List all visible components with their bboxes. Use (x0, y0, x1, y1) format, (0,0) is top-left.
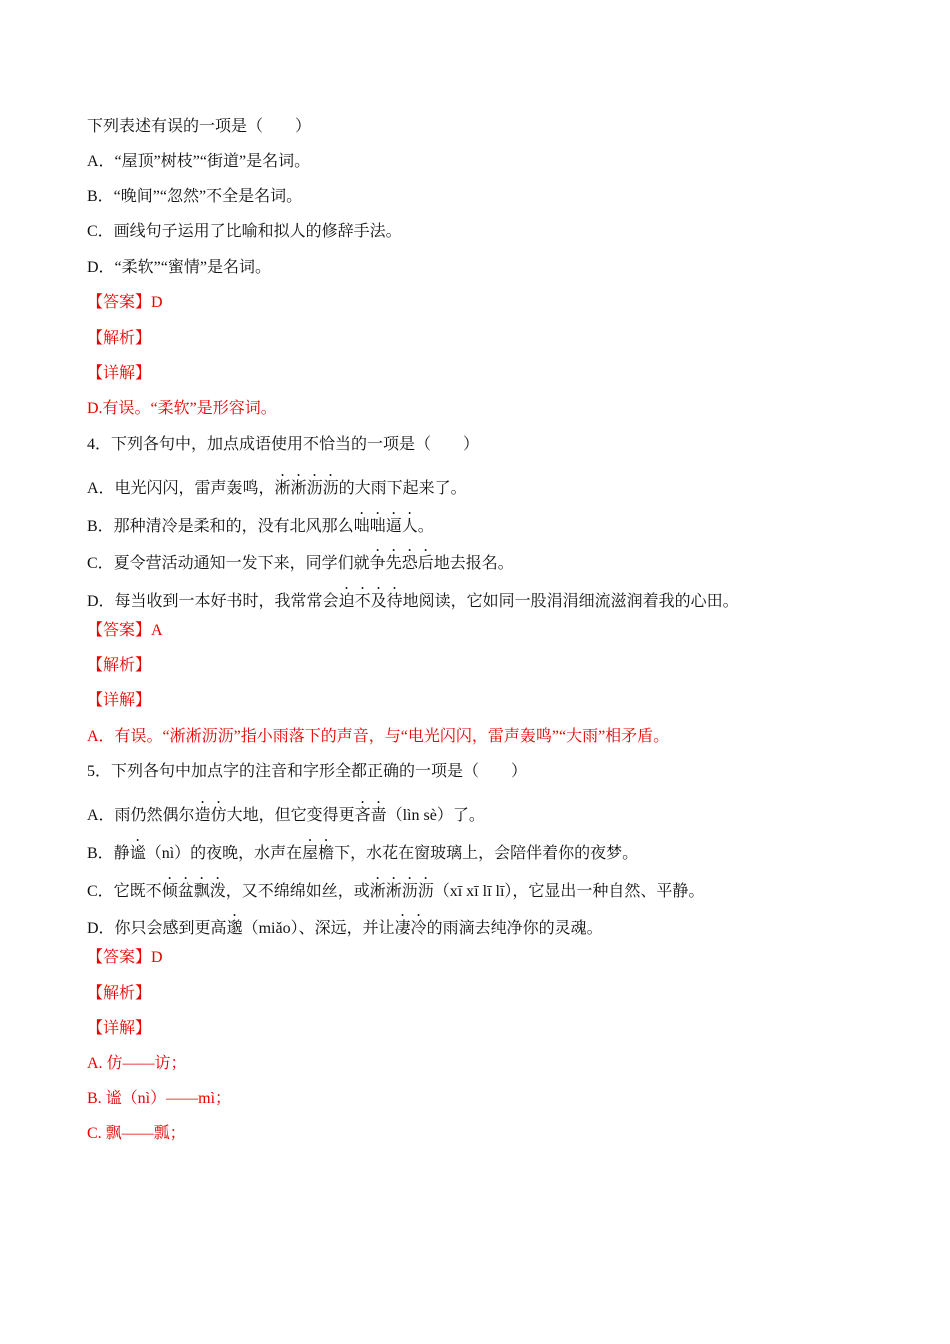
text-segment: B．静 (87, 845, 130, 862)
question-line (87, 117, 311, 137)
question-line (87, 911, 603, 939)
question-line (87, 798, 485, 826)
text-segment: A．雨仍然偶尔 (87, 807, 195, 824)
text-segment: 5．下列各句中加点字的注音和字形全都正确的一项是（ ） (87, 763, 528, 780)
text-segment: D．“柔软”“蜜情”是名词。 (87, 259, 271, 276)
answer-line (87, 1124, 186, 1144)
text-segment: A．电光闪闪，雷声轰鸣， (87, 480, 275, 497)
text-segment: B. 谧（nì）——mì； (87, 1090, 232, 1107)
text-segment: 的雨滴去纯净你的灵魂。 (426, 920, 603, 937)
text-segment: 【详解】 (87, 365, 152, 382)
text-segment: 下，水花在窗玻璃上，会陪伴着你的夜梦。 (334, 845, 639, 862)
text-segment: 地阅读，它如同一股涓涓细流滋润着我的心田。 (402, 593, 739, 610)
text-segment: （xī xī lī lī），它显出一种自然、平静。 (433, 883, 705, 900)
emphasized-text: 倾盆飘泼 (161, 883, 226, 900)
question-line (87, 222, 402, 242)
text-segment: A．有误。“淅淅沥沥”指小雨落下的声音，与“电光闪闪，雷声轰鸣”“大雨”相矛盾。 (87, 728, 670, 745)
emphasized-text: 争先恐后 (369, 555, 434, 572)
text-segment: D．每当收到一本好书时，我常常会 (87, 593, 339, 610)
answer-line (87, 621, 163, 641)
answer-line (87, 399, 277, 419)
text-segment: 【详解】 (87, 692, 152, 709)
answer-line (87, 364, 151, 384)
question-line (87, 258, 271, 278)
answer-line (87, 329, 151, 349)
question-line (87, 471, 467, 499)
question-line (87, 546, 514, 574)
question-line (87, 762, 527, 782)
text-segment: C. 飘——瓢； (87, 1125, 186, 1142)
text-segment: 【解析】 (87, 657, 152, 674)
answer-line (87, 948, 163, 968)
emphasized-text: 谧 (129, 845, 146, 862)
text-segment: 【答案】D (87, 294, 163, 311)
text-segment: （nì）的夜晚，水声在 (145, 845, 303, 862)
question-line (87, 584, 739, 612)
text-segment: 4．下列各句中，加点成语使用不恰当的一项是（ ） (87, 436, 480, 453)
question-line (87, 435, 479, 455)
text-segment: C．夏令营活动通知一发下来，同学们就 (87, 555, 370, 572)
emphasized-text: 造仿 (194, 807, 227, 824)
text-segment: 【解析】 (87, 985, 152, 1002)
answer-line (87, 691, 151, 711)
emphasized-text: 邈 (226, 920, 243, 937)
emphasized-text: 咄咄逼人 (353, 518, 418, 535)
answer-line (87, 727, 669, 747)
text-segment: （miǎo）、深远，并让 (242, 920, 395, 937)
question-line (87, 187, 302, 207)
text-segment: 地去报名。 (433, 555, 514, 572)
text-segment: 【答案】D (87, 949, 163, 966)
text-segment: 【解析】 (87, 330, 152, 347)
answer-line (87, 1054, 187, 1074)
text-segment: A. 仿——访； (87, 1055, 187, 1072)
answer-line (87, 1019, 151, 1039)
emphasized-text: 吝啬 (354, 807, 387, 824)
answer-line (87, 1089, 231, 1109)
text-segment: D.有误。“柔软”是形容词。 (87, 400, 277, 417)
text-segment: D．你只会感到更高 (87, 920, 227, 937)
text-segment: （lìn sè）了。 (386, 807, 485, 824)
emphasized-text: 淅淅沥沥 (369, 883, 434, 900)
question-line (87, 874, 704, 902)
text-segment: 。 (417, 518, 434, 535)
text-segment: A．“屋顶”树枝”“街道”是名词。 (87, 153, 311, 170)
answer-line (87, 293, 163, 313)
text-segment: C．画线句子运用了比喻和拟人的修辞手法。 (87, 223, 402, 240)
emphasized-text: 屋檐 (302, 845, 335, 862)
emphasized-text: 淅淅沥沥 (274, 480, 339, 497)
text-segment: 【详解】 (87, 1020, 152, 1037)
emphasized-text: 迫不及待 (338, 593, 403, 610)
answer-line (87, 656, 151, 676)
question-line (87, 152, 310, 172)
text-segment: B．“晚间”“忽然”不全是名词。 (87, 188, 303, 205)
text-segment: 的大雨下起来了。 (338, 480, 467, 497)
answer-line (87, 984, 151, 1004)
text-segment: ，又不绵绵如丝，或 (225, 883, 370, 900)
emphasized-text: 凄冷 (394, 920, 427, 937)
text-segment: 【答案】A (87, 622, 163, 639)
question-line (87, 836, 638, 864)
text-segment: B．那种清冷是柔和的，没有北风那么 (87, 518, 354, 535)
text-segment: C．它既不 (87, 883, 162, 900)
text-segment: 下列表述有误的一项是（ ） (87, 118, 312, 135)
question-line (87, 509, 434, 537)
text-segment: 大地，但它变得更 (226, 807, 355, 824)
